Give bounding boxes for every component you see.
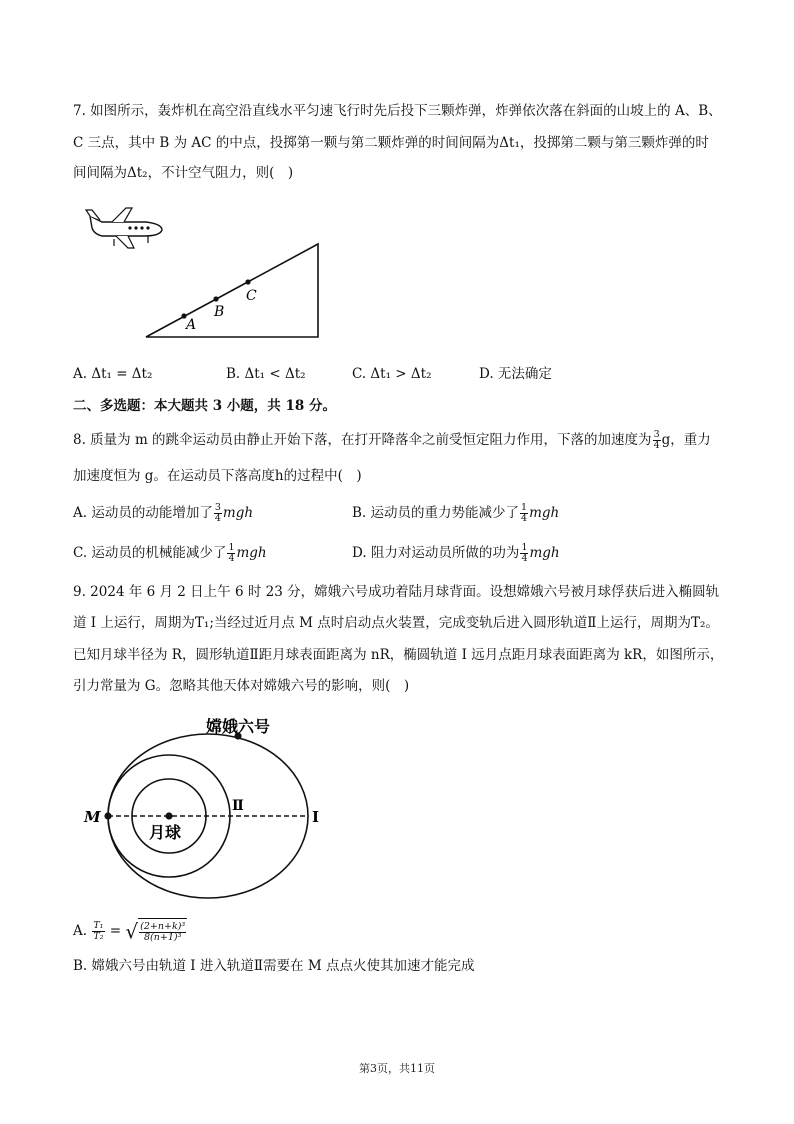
q9-text-line-3: 已知月球半径为 R，圆形轨道Ⅱ距月球表面距离为 nR，椭圆轨道 Ⅰ 远月点距月球表面距离为 kR，如图所示， — [73, 647, 724, 663]
frac-num: (2+n+k)³ — [140, 921, 186, 932]
q7-option-d: D. 无法确定 — [479, 366, 552, 382]
slope-triangle — [146, 244, 318, 337]
q7-text-line-3: 间间隔为Δt₂，不计空气阻力，则( ) — [73, 165, 294, 181]
opt-math: mgh — [529, 545, 560, 561]
q9-text-line-4: 引力常量为 G。忽略其他天体对嫦娥六号的影响，则( ) — [73, 678, 410, 694]
point-m-label: M — [84, 808, 101, 826]
section-heading: 二、多选题：本大题共 3 小题，共 18 分。 — [73, 398, 336, 414]
q9-option-b: B. 嫦娥六号由轨道 Ⅰ 进入轨道Ⅱ需要在 M 点点火使其加速才能完成 — [73, 958, 475, 974]
opt-fraction — [520, 503, 528, 524]
frac-num: 1 — [521, 542, 528, 553]
opt-fraction — [520, 543, 528, 564]
frac-den: 8(n+1)³ — [143, 932, 182, 943]
moon-center — [165, 812, 172, 819]
frac-den: 4 — [653, 440, 660, 451]
frac-den: 4 — [521, 553, 528, 564]
q7-option-a: A. Δt₁ = Δt₂ — [73, 366, 153, 382]
lhs-fraction — [92, 921, 104, 942]
q9-text-line-1: 9. 2024 年 6 月 2 日上午 6 时 23 分，嫦娥六号成功着陆月球背面。设想嫦娥六号被月球俘获后进入椭圆轨 — [73, 584, 720, 600]
q9-option-a — [73, 918, 187, 945]
orbit-2-label: Ⅱ — [232, 798, 244, 814]
opt-text: B. 运动员的重力势能减少了 — [352, 505, 520, 521]
opt-text: A. — [73, 923, 88, 939]
q7-text-line-1: 7. 如图所示，轰炸机在高空沿直线水平匀速飞行时先后投下三颗炸弹，炸弹依次落在斜面的山坡上的 A、B、 — [73, 103, 722, 119]
orbit-1-label: Ⅰ — [312, 808, 320, 826]
q9-orbit-figure — [78, 708, 328, 908]
q9-text-line-2: 道 Ⅰ 上运行，周期为T₁;当经过近月点 M 点时启动点火装置，完成变轨后进入圆形轨道Ⅱ上运行，周期为T₂。 — [73, 615, 719, 631]
page-footer: 第3页，共11页 — [359, 1062, 435, 1075]
opt-fraction — [214, 503, 222, 524]
q7-option-c: C. Δt₁ > Δt₂ — [352, 366, 432, 382]
equals-sign: = — [109, 923, 122, 939]
opt-text: A. 运动员的动能增加了 — [73, 505, 213, 521]
q8-text-part-1: 8. 质量为 m 的跳伞运动员由静止开始下落，在打开降落伞之前受恒定阻力作用，下落的加速度为 — [73, 432, 652, 448]
q7-slope-figure — [80, 200, 340, 345]
point-c — [245, 279, 250, 284]
frac-num: T₁ — [93, 920, 104, 931]
frac-den: 4 — [521, 513, 528, 524]
opt-math: mgh — [222, 505, 254, 521]
q8-text-part-2: g，重力 — [661, 432, 711, 448]
opt-math: mgh — [529, 505, 560, 521]
sqrt-sign: √ — [125, 919, 139, 944]
frac-den: T₂ — [93, 931, 104, 942]
opt-text: D. 阻力对运动员所做的功为 — [352, 545, 520, 561]
q8-option-d — [352, 543, 560, 564]
q7-text-line-2: C 三点，其中 B 为 AC 的中点，投掷第一颗与第二颗炸弹的时间间隔为Δt₁，投掷第二颗与第三颗炸弹的时 — [73, 135, 709, 151]
sqrt-body — [138, 918, 187, 945]
airplane-icon — [86, 208, 162, 248]
q8-fraction — [653, 430, 661, 451]
point-m — [104, 812, 111, 819]
frac-num: 3 — [214, 502, 221, 513]
moon-label: 月球 — [149, 823, 182, 842]
label-a: A — [186, 317, 197, 333]
point-b — [213, 296, 218, 301]
frac-den: 4 — [228, 553, 235, 564]
label-b: B — [214, 304, 225, 320]
opt-math: mgh — [236, 545, 267, 561]
frac-den: 4 — [214, 513, 221, 524]
q8-option-c — [73, 543, 267, 564]
rhs-fraction — [139, 922, 186, 943]
q8-text-line-1 — [73, 430, 711, 451]
label-c: C — [246, 288, 257, 304]
opt-fraction — [227, 543, 235, 564]
frac-num: 3 — [653, 429, 660, 440]
q7-option-b: B. Δt₁ < Δt₂ — [226, 366, 306, 382]
frac-num: 1 — [521, 502, 528, 513]
probe-label: 嫦娥六号 — [206, 717, 271, 736]
q8-text-line-2: 加速度恒为 g。在运动员下落高度h的过程中( ) — [73, 468, 362, 484]
q8-option-b — [352, 503, 559, 524]
opt-text: C. 运动员的机械能减少了 — [73, 545, 227, 561]
frac-num: 1 — [228, 542, 235, 553]
q8-option-a — [73, 503, 253, 524]
